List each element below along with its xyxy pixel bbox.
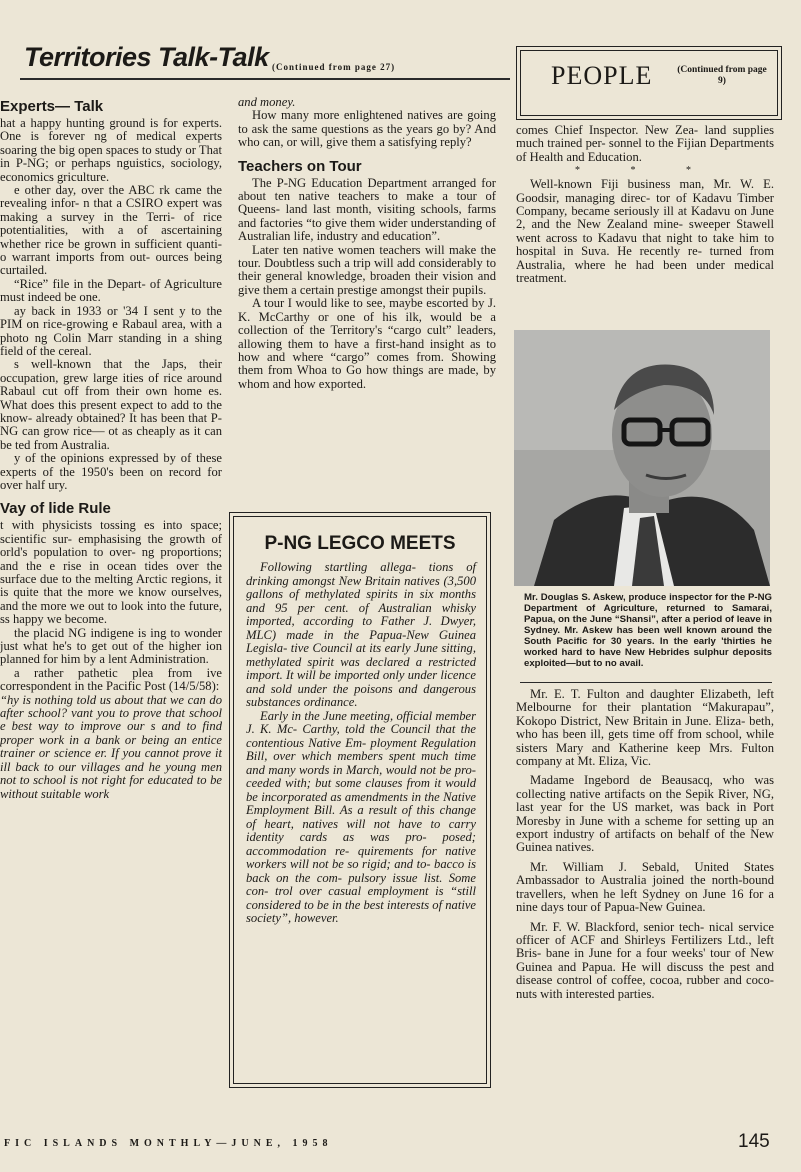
col1-paragraph: s well-known that the Japs, their occupation, grew large ities of rice around Rabaul cut off from their own home es. What does this present expect to add to the know- already obtained? It has been that P-NG can grow rice— ot as cheaply as it can be ted from Australia. xyxy=(0,357,222,452)
column-2 xyxy=(238,96,496,508)
masthead-rule xyxy=(20,78,510,80)
col1-paragraph: the placid NG indigene is ing to wonder just what he's to get out of the higher ion planned for him by a lent Administration. xyxy=(0,625,222,667)
people-title: PEOPLE xyxy=(551,61,653,90)
col3-paragraph: Mr. F. W. Blackford, senior tech- nical service officer of ACF and Shirleys Fertilizers Ltd., left Bris- bane in June for a four weeks' tour of New Guinea and Papua. He will discuss the pest and disease control of coffee, cocoa, rubber and coco- nuts with interested parties. xyxy=(516,919,774,1001)
legco-text xyxy=(234,561,486,926)
col2-paragraph: How many more enlightened natives are going to ask the same questions as the years go by? And who can, or will, give them a satisfying reply? xyxy=(238,108,496,150)
col1-paragraph: ay back in 1933 or '34 I sent y to the PIM on rice-growing e Rabaul area, with a photo ng Colin Marr standing in a shing field of the cereal. xyxy=(0,303,222,358)
continued-note: (Continued from page 27) xyxy=(272,62,396,72)
col2-paragraph: Later ten native women teachers will make the tour. Doubtless such a trip will add considerably to their general knowledge, broaden their vision and give them a certain prestige amongst their pupils. xyxy=(238,242,496,297)
col1-heading: Experts— Talk xyxy=(0,98,104,115)
col3-paragraph: Mr. E. T. Fulton and daughter Elizabeth, left Melbourne for their plantation “Makurapau”, Kokopo District, New Britain in June. Eliza- beth, who has been ill, gets time off from school, while sisters Mary and Katherine keep Mrs. Fulton company at Mt. Eliza, Vic. xyxy=(516,688,774,769)
col2-lead: and money. xyxy=(238,96,296,109)
column-3-top xyxy=(516,124,774,324)
col1-paragraph: “Rice” file in the Depart- of Agriculture must indeed be one. xyxy=(0,276,222,305)
column-1 xyxy=(0,96,222,1132)
legco-title: P-NG LEGCO MEETS xyxy=(264,533,456,554)
col1-paragraph: a rather pathetic plea from ive correspondent in the Pacific Post (14/5/58): xyxy=(0,665,222,694)
page-number: 145 xyxy=(738,1131,770,1152)
col2-heading: Teachers on Tour xyxy=(238,157,362,175)
section-divider-stars: * * * xyxy=(575,165,715,177)
col1-paragraph: hat a happy hunting ground is for experts. One is forever ng of medical experts soaring the big open spaces to study or That in P-NG; or perhaps nguistics, sociology, economics griculture. xyxy=(0,116,222,184)
legco-paragraph: Early in the June meeting, official member J. K. Mc- Carthy, told the Council that the contentious Native Em- ployment Regulation Bill, over which members spent much time and many words in March, would not be pro- ceeded with; but some clauses from it would be incorporated as amendments in the Native Employment Bill. As a result of this change of heart, natives will not have to carry identity cards as was pro- posed; accommodation re- quirements for native workers will not be so rigid; and to- bacco is back on the com- pulsory issue list. Some con- trol over casual employment is “still considered to be in the best interests of native society”, however. xyxy=(246,708,476,925)
people-header-box xyxy=(520,50,778,116)
col3-paragraph: Madame Ingebord de Beausacq, who was collecting native artifacts on the Sepik River, NG, last year for the US market, was back in Port Moresby in June with a scheme for setting up an export industry of artifacts on behalf of the New Guinea natives. xyxy=(516,773,774,855)
col1-paragraph: e other day, over the ABC rk came the revealing infor- n that a CSIRO expert was making a survey in the Terri- of rice potentialities, with a of ascertaining whether rice be grown in sufficient quanti- o warrant imports from out- ources being curtailed. xyxy=(0,183,222,278)
footer-text: FIC ISLANDS MONTHLY—JUNE, 1958 xyxy=(4,1138,333,1149)
photo-caption: Mr. Douglas S. Askew, produce inspector for the P-NG Department of Agriculture, returned to Samarai, Papua, on the June “Shansi”, after a period of leave in Sydney. Mr. Askew has been well known around the South Pacific for 30 years. In the early 'thirties he worked hard to have New Hebrides sulphur deposits exploited—but to no avail. xyxy=(524,592,772,669)
col1-quote: “hy is nothing told us about that we can do after school? vant you to prove that school e best way to improve our s and to find proper work in a bank or being an entice trainer or science er. If you cannot prove it ill back to our villages and he young men not to school is not right for educated to be without suitable work xyxy=(0,692,222,801)
page-footer xyxy=(0,1138,801,1149)
col3-paragraph: Mr. William J. Sebald, United States Ambassador to Australia joined the north-bound travellers, when he left Sydney on June 16 for a nine days tour of Papua-New Guinea. xyxy=(516,859,774,915)
col1-paragraph: y of the opinions expressed by of these experts of the 1950's been on record for over half ury. xyxy=(0,451,222,492)
col3-paragraph: comes Chief Inspector. New Zea- land supplies much trained per- sonnel to the Fijian Departments of Health and Education. xyxy=(516,124,774,164)
legco-paragraph: Following startling allega- tions of drinking amongst New Britain natives (3,500 gallons of methylated spirits in six months and 95 per cent. of Australian whisky imported, according to Father J. Dwyer, MLC) made in the Papua-New Guinea Legisla- tive Council at its early June sitting, methylated spirit was declared a restricted import. It will be imported only under licence and sold under the poisons and dangerous substances ordinance. xyxy=(246,560,476,709)
portrait-illustration xyxy=(514,330,770,586)
legco-box xyxy=(233,516,487,1084)
caption-rule xyxy=(520,682,772,683)
portrait-photo xyxy=(514,330,770,586)
col2-paragraph: The P-NG Education Department arranged for about ten native teachers to make a tour of Queens- land last month, visiting schools, farms and factories “to give them wider understanding of Australian life, industry and education”. xyxy=(238,175,496,244)
col1-paragraph: t with physicists tossing es into space; scientific sur- emphasising the growth of orld's population to over- ng proportions; and the e rise in ocean tides over the surface due to the melting Arctic regions, it is quite that the more we know ourselves, and the more we out to look into the future, ss happy we become. xyxy=(0,518,222,627)
section-title: Territories Talk-Talk xyxy=(24,42,269,72)
col3-paragraph: Well-known Fiji business man, Mr. W. E. Goodsir, managing direc- tor of Kadavu Timber Company, became seriously ill at Kadavu on June 2, and the New Zealand mine- sweeper Stawell went across to Kadavu that night to take him to hospital in Suva. He recently re- turned from Australia, where he had been under medical treatment. xyxy=(516,177,774,286)
col2-paragraph: A tour I would like to see, maybe escorted by J. K. McCarthy or one of his ilk, would be a collection of the Territory's “cargo cult” leaders, allowing them to have a first-hand insight as to how and where “cargo” comes from. Showing them from Whoa to Go how things are made, by whom and how exported. xyxy=(238,296,496,391)
col1-heading-2: Vay of lide Rule xyxy=(0,500,111,518)
people-continued-note: (Continued from page 9) xyxy=(677,65,767,86)
column-3-bottom xyxy=(516,688,774,1108)
